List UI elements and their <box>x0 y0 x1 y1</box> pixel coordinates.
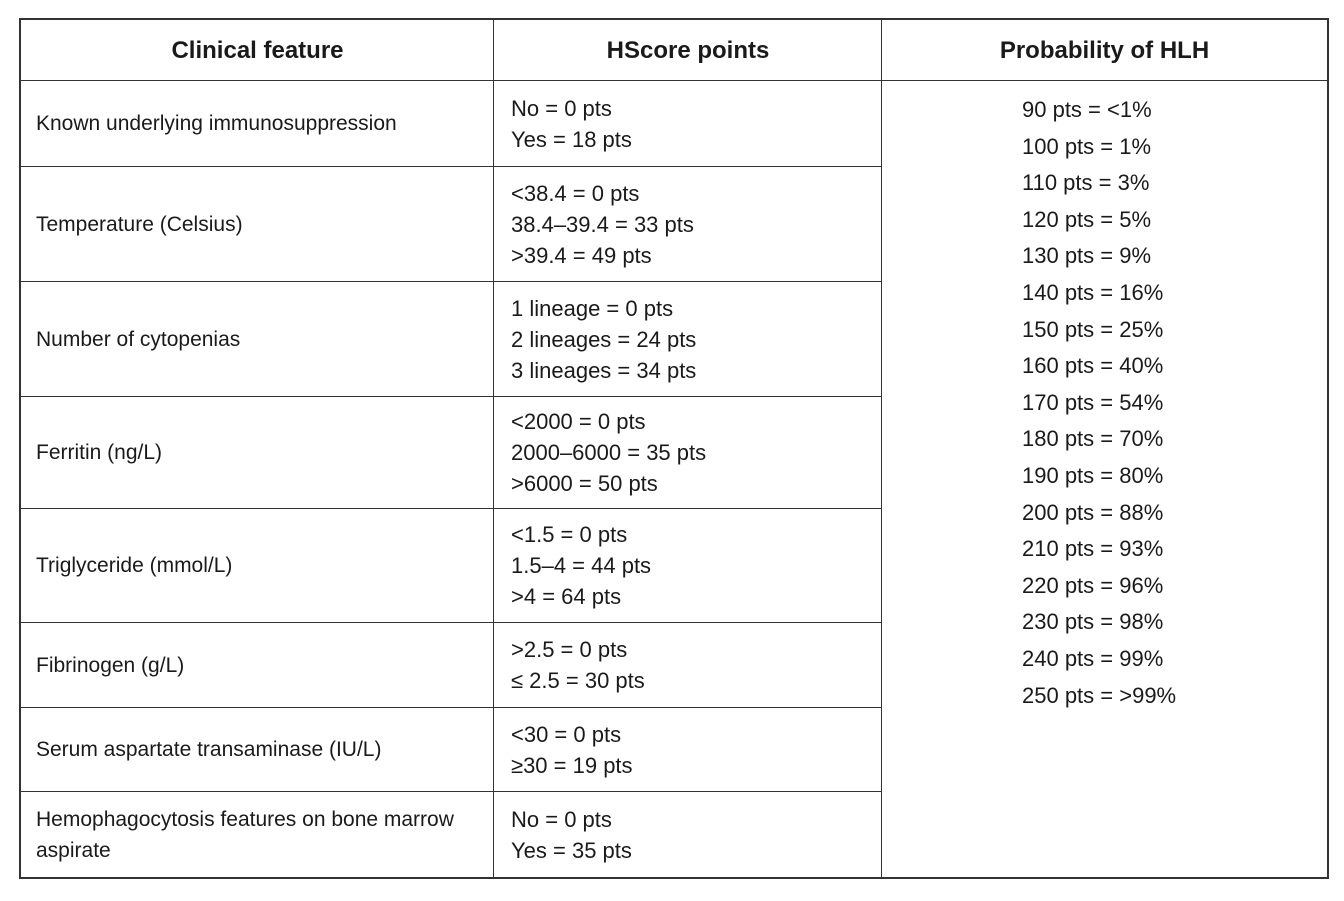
points-line: 38.4–39.4 = 33 pts <box>511 211 694 237</box>
probability-item: 250 pts = >99% <box>1022 682 1177 708</box>
feature-label: Known underlying immunosuppression <box>36 112 397 135</box>
feature-cell <box>21 167 494 281</box>
points-line: 1 lineage = 0 pts <box>511 295 674 321</box>
points-line: Yes = 18 pts <box>511 126 632 152</box>
probability-item: 130 pts = 9% <box>1022 243 1152 269</box>
points-cell <box>494 282 882 396</box>
feature-label: Number of cytopenias <box>36 327 241 351</box>
hscore-table <box>19 18 1329 879</box>
points-line: 1.5–4 = 44 pts <box>511 553 652 578</box>
probability-item: 180 pts = 70% <box>1022 426 1164 452</box>
points-cell <box>494 792 882 877</box>
feature-cell <box>21 792 494 877</box>
points-line: <1.5 = 0 pts <box>511 522 628 547</box>
feature-label: Serum aspartate transaminase (IU/L) <box>36 738 382 761</box>
probability-list <box>1022 92 1176 714</box>
feature-cell <box>21 623 494 707</box>
feature-label: Ferritin (ng/L) <box>36 441 163 464</box>
probability-item: 140 pts = 16% <box>1022 279 1164 305</box>
header-clinical-feature: Clinical feature <box>171 36 344 64</box>
feature-cell <box>21 509 494 622</box>
feature-cell <box>21 397 494 508</box>
points-line: <2000 = 0 pts <box>511 409 646 434</box>
points-line: 2 lineages = 24 pts <box>511 326 697 352</box>
points-line: ≥30 = 19 pts <box>511 752 633 778</box>
probability-item: 190 pts = 80% <box>1022 462 1164 488</box>
feature-label: Fibrinogen (g/L) <box>36 653 185 677</box>
feature-label: Temperature (Celsius) <box>36 212 243 236</box>
feature-cell <box>21 81 494 166</box>
points-line: <38.4 = 0 pts <box>511 180 640 206</box>
probability-item: 220 pts = 96% <box>1022 572 1164 598</box>
feature-cell <box>21 282 494 396</box>
points-line: Yes = 35 pts <box>511 837 632 863</box>
points-cell <box>494 708 882 791</box>
points-line: ≤ 2.5 = 30 pts <box>511 668 645 693</box>
points-cell <box>494 623 882 707</box>
feature-label: Triglyceride (mmol/L) <box>36 554 233 577</box>
header-probability: Probability of HLH <box>999 36 1210 64</box>
points-cell <box>494 81 882 166</box>
probability-item: 120 pts = 5% <box>1022 206 1152 232</box>
probability-item: 230 pts = 98% <box>1022 609 1164 635</box>
points-line: >4 = 64 pts <box>511 584 622 609</box>
feature-label: Hemophagocytosis features on bone marrow aspirate <box>36 807 454 862</box>
points-line: No = 0 pts <box>511 806 612 832</box>
probability-item: 200 pts = 88% <box>1022 499 1164 525</box>
points-cell <box>494 397 882 508</box>
points-line: >6000 = 50 pts <box>511 471 658 496</box>
probability-item: 170 pts = 54% <box>1022 389 1164 415</box>
points-line: >39.4 = 49 pts <box>511 242 652 268</box>
points-line: 2000–6000 = 35 pts <box>511 440 707 465</box>
probability-item: 160 pts = 40% <box>1022 353 1164 379</box>
probability-item: 210 pts = 93% <box>1022 536 1164 562</box>
probability-item: 100 pts = 1% <box>1022 133 1152 159</box>
header-hscore-points: HScore points <box>606 36 770 64</box>
probability-item: 90 pts = <1% <box>1022 97 1152 122</box>
points-line: No = 0 pts <box>511 95 612 121</box>
points-line: >2.5 = 0 pts <box>511 637 628 662</box>
probability-item: 150 pts = 25% <box>1022 316 1164 342</box>
probability-item: 240 pts = 99% <box>1022 645 1164 671</box>
points-line: <30 = 0 pts <box>511 721 622 747</box>
points-cell <box>494 167 882 281</box>
points-line: 3 lineages = 34 pts <box>511 357 697 383</box>
feature-cell <box>21 708 494 791</box>
probability-item: 110 pts = 3% <box>1022 170 1150 196</box>
points-cell <box>494 509 882 622</box>
